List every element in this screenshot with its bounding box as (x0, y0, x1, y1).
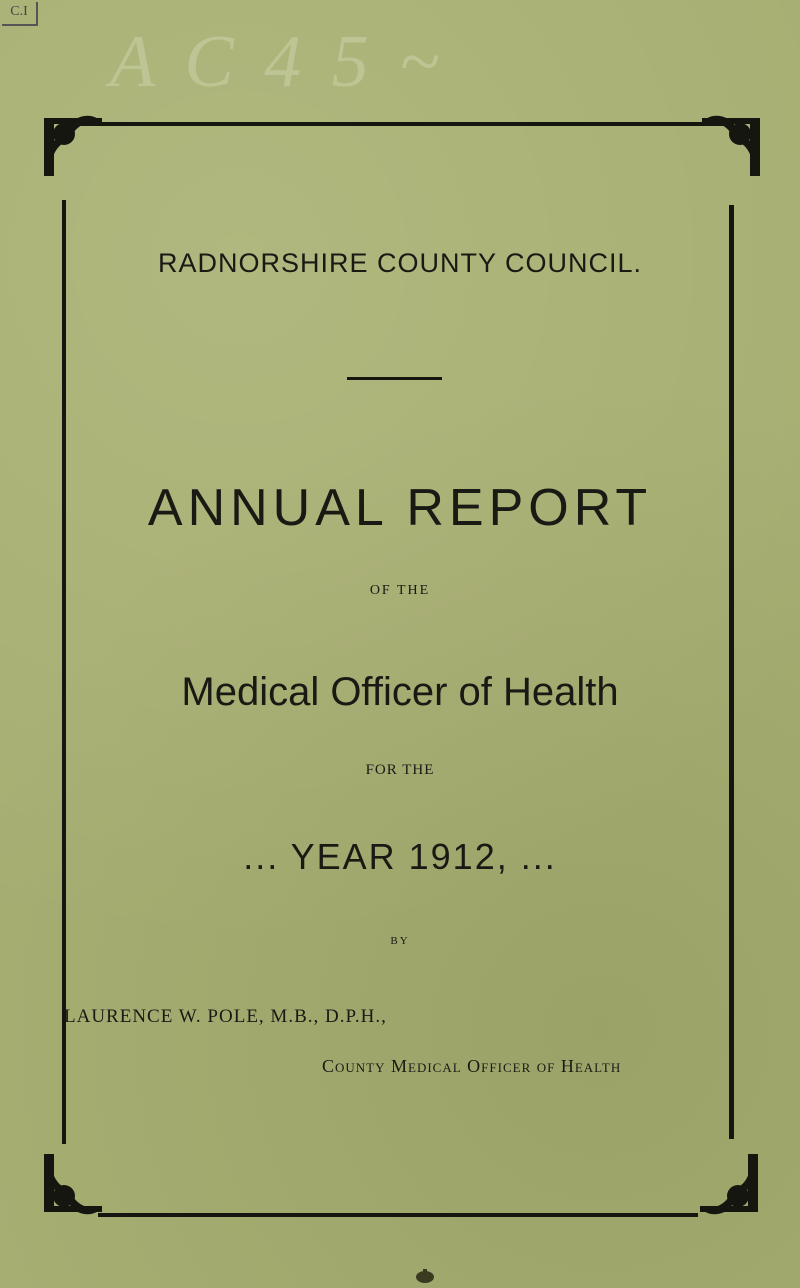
corner-ornament-icon (690, 1148, 762, 1220)
title-divider (347, 377, 442, 380)
for-the-line: FOR THE (365, 762, 435, 778)
catalog-tab: C.I (2, 2, 38, 26)
report-title: ANNUAL REPORT (147, 479, 653, 537)
council-name: RADNORSHIRE COUNTY COUNCIL. (157, 248, 643, 278)
frame-bottom-rule (98, 1213, 698, 1217)
frame-top-rule (62, 122, 734, 126)
corner-ornament-icon (40, 110, 112, 182)
officer-title: Medical Officer of Health (181, 670, 619, 714)
shelfmark: A C 4 5 ~ (110, 21, 446, 103)
corner-ornament-icon (40, 1148, 112, 1220)
author-name: LAURENCE W. POLE, M.B., D.P.H., (64, 1006, 387, 1027)
author-position: County Medical Officer of Health (322, 1056, 622, 1076)
library-stamp-icon (414, 1268, 436, 1284)
corner-ornament-icon (692, 110, 764, 182)
of-the-line: OF THE (369, 583, 431, 598)
by-line: BY (390, 935, 410, 947)
report-year: ... YEAR 1912, ... (243, 836, 557, 877)
